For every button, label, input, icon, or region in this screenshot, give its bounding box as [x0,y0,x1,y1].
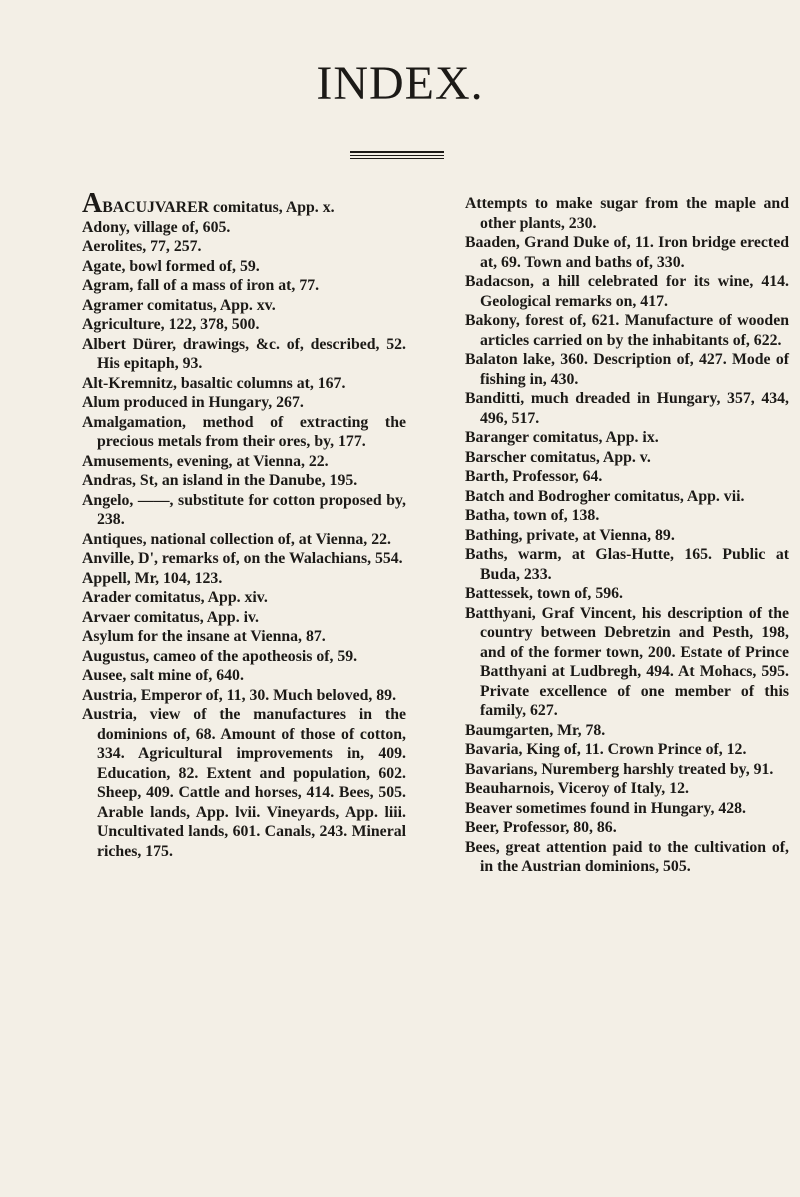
index-entry: Alt-Kremnitz, basaltic columns at, 167. [82,374,346,392]
index-entry: Baranger comitatus, App. ix. [465,429,659,446]
index-entry: Attempts to make sugar from the maple and other plants, 230. [465,195,789,232]
index-entry: Agramer comitatus, App. xv. [82,296,276,314]
index-column-right [465,194,789,877]
index-entry: Balaton lake, 360. Description of, 427. Mode of fishing in, 430. [465,351,789,388]
index-entry: Banditti, much dreaded in Hungary, 357, 434, 496, 517. [465,390,789,427]
index-entry: Bavarians, Nuremberg harshly treated by, 91. [465,760,774,778]
title-rule [350,158,444,159]
index-entry: Baumgarten, Mr, 78. [465,721,606,739]
page-title: INDEX. [316,57,484,110]
index-entry: Albert Dürer, drawings, &c. of, described, 52. His epitaph, 93. [82,335,406,372]
index-entry: Appell, Mr, 104, 123. [82,569,223,587]
index-entry: Barscher comitatus, App. v. [465,448,651,466]
index-entry: Batthyani, Graf Vincent, his description of the country between Debretzin and Pesth, 198, and of the former town, 200. Estate of Prince Batthyani at Ludbregh, 494. At Mohacs, 595. Private excellence of one member of this family, 627. [465,604,789,719]
index-entry: Bathing, private, at Vienna, 89. [465,526,675,544]
index-entry: Agate, bowl formed of, 59. [82,257,260,275]
index-entry: Arader comitatus, App. xiv. [82,589,268,606]
index-entry: Amalgamation, method of extracting the precious metals from their ores, by, 177. [82,413,406,450]
index-entry: Baaden, Grand Duke of, 11. Iron bridge erected at, 69. Town and baths of, 330. [465,234,789,271]
index-entry: Agram, fall of a mass of iron at, 77. [82,277,320,294]
index-entry: Austria, Emperor of, 11, 30. Much beloved, 89. [82,686,397,704]
index-entry: Beer, Professor, 80, 86. [465,819,617,836]
index-entry: Badacson, a hill celebrated for its wine, 414. Geological remarks on, 417. [465,273,789,310]
index-entry: Augustus, cameo of the apotheosis of, 59. [82,647,358,665]
index-entry: Batha, town of, 138. [465,507,600,524]
title-rule [350,155,444,156]
index-entry: Alum produced in Hungary, 267. [82,394,304,411]
index-entry: Barth, Professor, 64. [465,468,603,485]
index-entry: Beaver sometimes found in Hungary, 428. [465,799,746,817]
index-entry: Antiques, national collection of, at Vienna, 22. [82,530,391,548]
index-entry: Batch and Bodrogher comitatus, App. vii. [465,487,745,505]
index-entry: Amusements, evening, at Vienna, 22. [82,452,329,470]
index-entry: Beauharnois, Viceroy of Italy, 12. [465,780,689,797]
index-entry: Asylum for the insane at Vienna, 87. [82,628,326,645]
title-rule [350,151,444,153]
index-entry [82,188,406,219]
index-entry: Anville, D', remarks of, on the Walachians, 554. [82,550,403,567]
index-entry: Angelo, ——, substitute for cotton proposed by, 238. [82,491,406,528]
index-column-left [82,188,406,861]
index-entry: Adony, village of, 605. [82,218,231,236]
entry-head: BACUJVARER [102,199,210,216]
index-entry: Bavaria, King of, 11. Crown Prince of, 12. [465,741,747,758]
index-entry: Battessek, town of, 596. [465,585,623,602]
index-entry: Austria, view of the manufactures in the dominions of, 68. Amount of those of cotton, 334. Agricultural improvements in, 409. Education, 82. Extent and population, 602. Sheep, 409. Cattle and horses, 414. Bees, 505. Arable lands, App. lvii. Vineyards, App. liii. Uncultivated lands, 601. Canals, 243. Mineral riches, 175. [82,706,406,860]
index-entry: Ausee, salt mine of, 640. [82,667,244,684]
index-entry: Agriculture, 122, 378, 500. [82,316,260,333]
entry-text: comitatus, App. x. [209,199,335,216]
index-entry: Arvaer comitatus, App. iv. [82,608,259,626]
index-entry: Baths, warm, at Glas-Hutte, 165. Public at Buda, 233. [465,546,789,583]
index-entry: Andras, St, an island in the Danube, 195. [82,472,358,489]
index-entry: Bees, great attention paid to the cultivation of, in the Austrian dominions, 505. [465,838,789,875]
drop-cap: A [82,188,103,219]
index-entry: Bakony, forest of, 621. Manufacture of wooden articles carried on by the inhabitants of, 622. [465,312,789,349]
index-entry: Aerolites, 77, 257. [82,238,202,255]
